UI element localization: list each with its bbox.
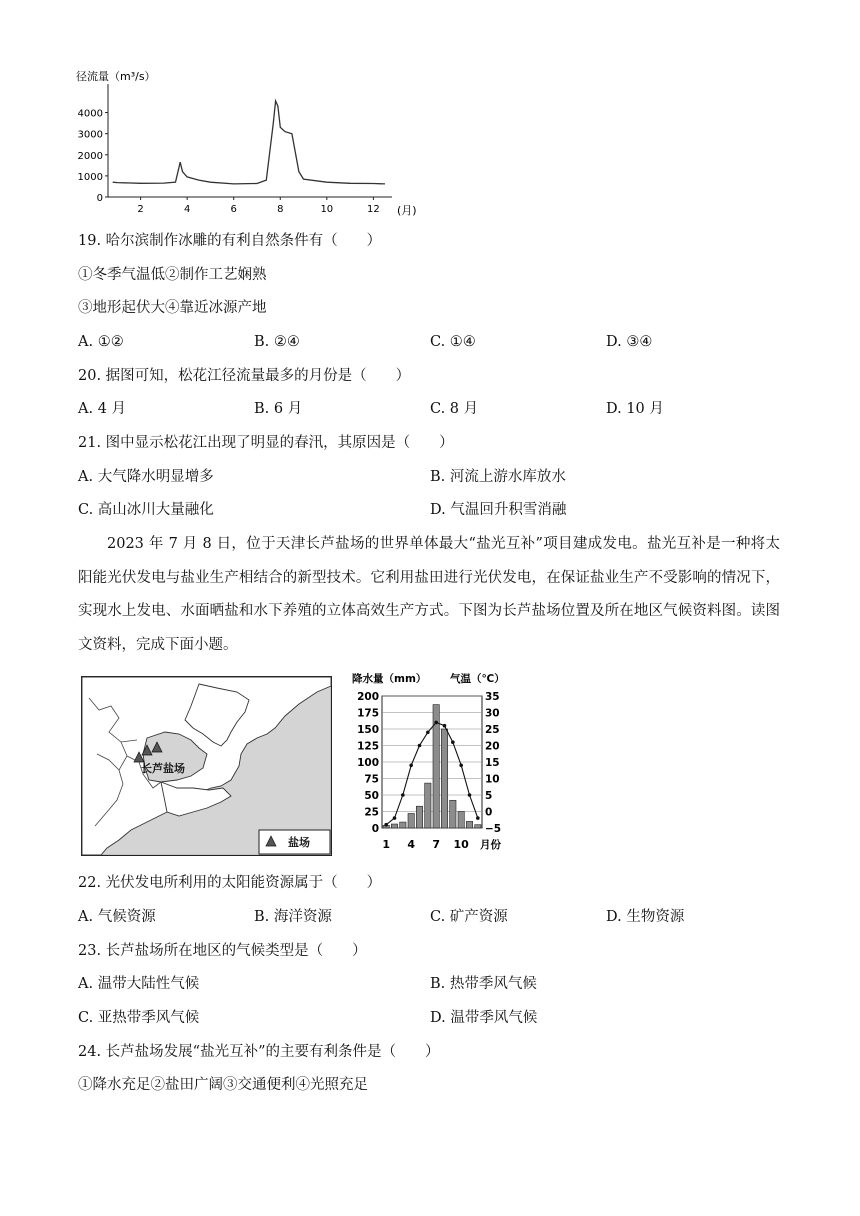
runoff-chart	[74, 66, 424, 224]
precip-bar	[425, 783, 431, 828]
q21-option-c[interactable]: C. 高山冰川大量融化	[78, 502, 214, 518]
temp-tick-label: 30	[485, 707, 500, 720]
q20-option-b[interactable]: B. 6 月	[254, 401, 303, 417]
precip-bar	[475, 825, 481, 828]
runoff-y-tick-label: 4000	[77, 108, 103, 120]
temp-tick-label: 5	[485, 790, 493, 802]
q23-stem: 23. 长芦盐场所在地区的气候类型是（ ）	[78, 943, 367, 959]
temp-point	[451, 740, 455, 744]
q19-condition-1: ①冬季气温低②制作工艺娴熟	[78, 267, 267, 283]
q22-option-a[interactable]: A. 气候资源	[78, 909, 156, 925]
q19-stem: 19. 哈尔滨制作冰雕的有利自然条件有（ ）	[78, 233, 382, 249]
q21-option-d[interactable]: D. 气温回升积雪消融	[430, 502, 567, 518]
q22-option-c[interactable]: C. 矿产资源	[430, 909, 508, 925]
temp-point	[476, 816, 480, 820]
precip-tick-label: 100	[357, 757, 379, 769]
precip-tick-label: 150	[357, 724, 379, 736]
temp-tick-label: 0	[485, 806, 493, 819]
runoff-x-tick-label: 2	[137, 204, 144, 215]
runoff-xunit: (月)	[397, 204, 417, 217]
temp-tick-label: 25	[485, 724, 500, 736]
q21-stem: 21. 图中显示松花江出现了明显的春汛，其原因是（ ）	[78, 435, 454, 451]
precip-bar	[391, 824, 397, 828]
q23-option-d[interactable]: D. 温带季风气候	[430, 1010, 538, 1026]
q23-option-c[interactable]: C. 亚热带季风气候	[78, 1010, 200, 1026]
temp-tick-label: −5	[485, 823, 502, 835]
q19-option-d[interactable]: D. ③④	[606, 334, 653, 350]
q21-option-a[interactable]: A. 大气降水明显增多	[78, 469, 214, 485]
month-axis-label: 月份	[480, 839, 501, 851]
temp-tick-label: 20	[485, 740, 500, 753]
q19-option-c[interactable]: C. ①④	[430, 334, 476, 350]
temp-tick-label: 15	[485, 757, 500, 769]
precip-tick-label: 200	[357, 691, 379, 703]
q23-option-a[interactable]: A. 温带大陆性气候	[78, 976, 200, 992]
month-tick-label: 1	[382, 838, 390, 851]
precip-tick-label: 175	[357, 707, 379, 720]
precip-tick-label: 50	[364, 790, 379, 802]
temp-point	[418, 744, 422, 748]
temp-series-line	[386, 722, 478, 824]
runoff-y-tick-label: 2000	[77, 150, 103, 162]
q19-option-b[interactable]: B. ②④	[254, 334, 300, 350]
temp-point	[393, 816, 397, 820]
q19-condition-2: ③地形起伏大④靠近冰源产地	[78, 300, 267, 316]
runoff-series-line	[113, 101, 385, 184]
runoff-x-tick-label: 6	[230, 204, 237, 215]
temp-point	[434, 721, 438, 725]
temp-point	[459, 764, 463, 768]
runoff-ylabel: 径流量（m³/s）	[76, 70, 156, 83]
q20-stem: 20. 据图可知，松花江径流量最多的月份是（ ）	[78, 368, 411, 384]
temp-tick-label: 10	[485, 773, 500, 786]
precip-tick-label: 75	[364, 773, 379, 786]
precip-bar	[400, 822, 406, 828]
runoff-y-tick-label: 0	[96, 193, 103, 204]
changlu-salt-field-label: 长芦盐场	[141, 762, 185, 775]
month-tick-label: 10	[453, 838, 469, 851]
month-tick-label: 4	[407, 838, 415, 851]
temp-point	[401, 793, 405, 797]
q22-stem: 22. 光伏发电所利用的太阳能资源属于（ ）	[78, 875, 382, 891]
precip-tick-label: 0	[371, 823, 379, 835]
q21-option-b[interactable]: B. 河流上游水库放水	[430, 469, 566, 485]
temp-point	[468, 793, 472, 797]
temp-point	[426, 731, 430, 735]
precip-bar	[458, 812, 464, 829]
passage-text: 2023 年 7 月 8 日，位于天津长芦盐场的世界单体最大“盐光互补”项目建成发电。盐光互补是一种将太阳能光伏发电与盐业生产相结合的新型技术。它利用盐田进行光伏发电，在保证盐业生产不受影响的情况下，实现水上发电、水面晒盐和水下养殖的立体高效生产方式。下图为长芦盐场位置及所在地区气候资料图。读图文资料，完成下面小题。	[78, 536, 780, 653]
runoff-y-tick-label: 1000	[77, 171, 103, 183]
precip-bar	[441, 729, 447, 828]
legend-salt-field-label: 盐场	[288, 836, 310, 849]
precip-tick-label: 25	[364, 806, 379, 819]
temp-point	[384, 823, 388, 827]
q24-stem: 24. 长芦盐场发展“盐光互补”的主要有利条件是（ ）	[78, 1044, 440, 1060]
precip-bar	[416, 806, 422, 828]
q19-option-a[interactable]: A. ①②	[78, 334, 124, 350]
runoff-y-tick-label: 3000	[77, 129, 103, 141]
precip-tick-label: 125	[357, 740, 379, 753]
precip-axis-label: 降水量（mm）	[352, 673, 427, 685]
q24-conditions: ①降水充足②盐田广阔③交通便利④光照充足	[78, 1077, 368, 1093]
runoff-x-tick-label: 4	[183, 204, 191, 215]
q20-option-d[interactable]: D. 10 月	[606, 401, 664, 417]
precip-bar	[466, 821, 472, 828]
location-map	[81, 676, 332, 856]
precip-bar	[408, 813, 414, 828]
temp-point	[409, 764, 413, 768]
climate-chart	[346, 668, 518, 854]
q22-option-d[interactable]: D. 生物资源	[606, 909, 685, 925]
month-tick-label: 7	[432, 838, 440, 851]
q20-option-a[interactable]: A. 4 月	[78, 401, 127, 417]
runoff-x-tick-label: 12	[367, 204, 380, 215]
runoff-x-tick-label: 10	[320, 204, 334, 215]
temp-tick-label: 35	[485, 691, 500, 703]
q20-option-c[interactable]: C. 8 月	[430, 401, 479, 417]
q23-option-b[interactable]: B. 热带季风气候	[430, 976, 537, 992]
temp-point	[443, 724, 447, 728]
precip-bar	[450, 800, 456, 828]
q22-option-b[interactable]: B. 海洋资源	[254, 909, 332, 925]
temp-axis-label: 气温（℃）	[450, 673, 505, 685]
runoff-x-tick-label: 8	[277, 204, 284, 215]
